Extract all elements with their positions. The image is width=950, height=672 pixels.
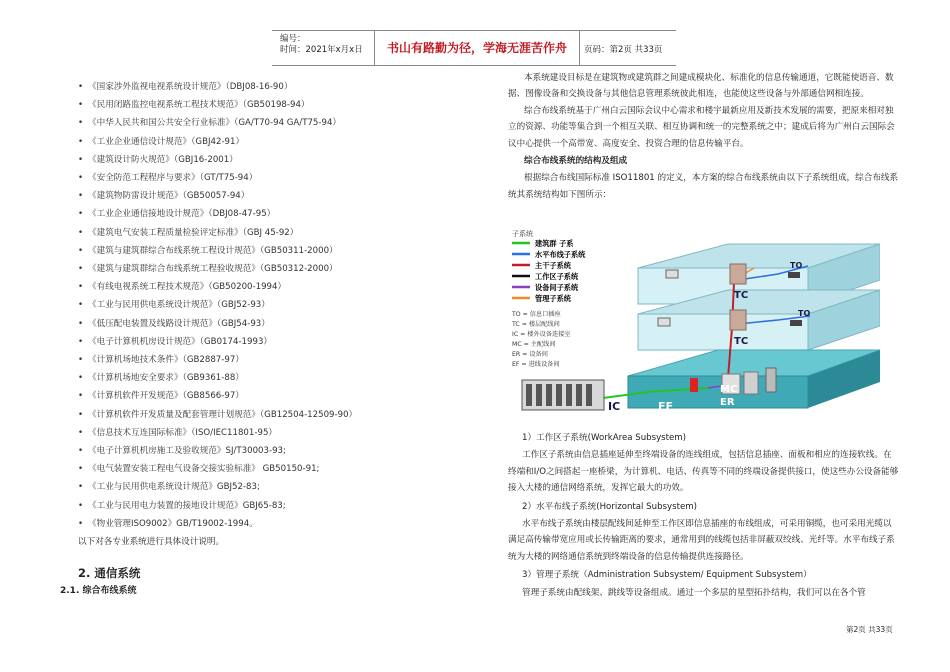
abbrev-item: EF = 进线设备间 <box>512 361 560 368</box>
reference-item: • 《低压配电装置及线路设计规范》（GBJ54-93） <box>78 315 458 333</box>
reference-item: • 《民用闭路监控电视系统工程技术规范》（GB50198-94） <box>78 96 458 114</box>
er-label: ER <box>720 397 735 408</box>
subsystem-descriptions <box>508 428 900 601</box>
page-footer: 第2页 共33页 <box>846 625 893 634</box>
reference-item: • 《物业管理ISO9002》GB/T19002-1994。 <box>78 515 458 533</box>
paragraph: 本系统建设目标是在建筑物或建筑群之间建成模块化、标准化的信息传输通道，它既能使语音、数据、图像设备和交换设备与其他信息管理系统彼此相连，也能使这些设备与外部通信网相连接。 <box>508 73 894 100</box>
abbrev-item: TO = 信息口插座 <box>512 311 561 318</box>
reference-item: • 《电气装置安装工程电气设备交接实验标准》 GB50150-91; <box>78 460 458 478</box>
reference-item: • 《工业与民用供电系统设计规范》（GBJ52-93） <box>78 296 458 314</box>
subsystem-title: 3）管理子系统（Administration Subsystem/ Equipment Subsystem） <box>522 570 812 581</box>
tc-rack-mid <box>730 310 746 330</box>
workstation-icon <box>666 270 678 278</box>
subsystem-title: 2）水平布线子系统(Horizontal Subsystem) <box>522 501 697 512</box>
subsection-heading: 2.1. 综合布线系统 <box>60 586 137 596</box>
workstation-icon <box>658 318 670 326</box>
reference-item: • 《工业与民用供电系统设计规范》GBJ52-83; <box>78 478 458 496</box>
ef-box <box>690 378 698 392</box>
reference-item: • 《信息技术互连国际标准》（ISO/IEC11801-95） <box>78 424 458 442</box>
abbrev-item: TC = 楼层配线间 <box>512 321 560 328</box>
paragraph: 综合布线系统基于广州白云国际会议中心需求和楼宇最新应用及新技术发展的需要，把原来相对独立的资源、功能等集合到一个相互关联、相互协调和统一的完整系统之中；建成后将为广州白云国际会议中心提供一个高带宽、高度安全、投资合理的信息传输平台。 <box>508 105 895 149</box>
reference-item: • 《计算机场地安全要求》（GB9361-88） <box>78 369 458 387</box>
reference-item: • 《建筑与建筑群综合布线系统工程验收规范》（GB50312-2000） <box>78 260 458 278</box>
reference-item: • 《建筑物防雷设计规范》（GB50057-94） <box>78 187 458 205</box>
reference-item: • 《工业与民用电力装置的接地设计规范》GBJ65-83; <box>78 497 458 515</box>
header-page: 页码：第2页 共33页 <box>584 45 663 55</box>
tc-label: TC <box>734 336 749 347</box>
reference-item: • 《计算机软件开发规范》（GB8566-97） <box>78 387 458 405</box>
paragraph: 工作区子系统由信息插座延伸至终端设备的连线组成，包括信息插座、面板和相应的连接软线。在终端和I/O之间搭起一座桥梁，为计算机、电话、传真等不同的终端设备提供接口，使这些办公设备能够接入大楼的通信网络系统，发挥它最大的功效。 <box>508 450 899 494</box>
left-tail-text: 以下对各专业系统进行具体设计说明。 <box>78 537 225 548</box>
subsystem-title: 1）工作区子系统(WorkArea Subsystem) <box>522 433 687 443</box>
reference-item: • 《国家涉外监视电视系统设计规范》（DBJ08-16-90） <box>78 78 458 96</box>
right-column <box>508 70 900 203</box>
reference-item: • 《电子计算机机房施工及验收规范》SJ/T30003-93; <box>78 442 458 460</box>
reference-item: • 《工业企业通信设计规范》（GBJ42-91） <box>78 133 458 151</box>
ic-building-icon <box>522 380 604 410</box>
reference-item: • 《工业企业通信接地设计规范》（DBJ08-47-95） <box>78 205 458 223</box>
to-label: TO <box>790 261 803 270</box>
er-rack <box>744 372 758 394</box>
legend-label: 管理子系统 <box>535 294 571 303</box>
left-column <box>78 78 458 551</box>
to-label: TO <box>798 309 811 318</box>
phone-icon <box>788 272 800 278</box>
legend-label: 主干子系统 <box>535 261 571 270</box>
header-motto: 书山有路勤为径，学海无涯苦作舟 <box>374 31 580 65</box>
abbreviation-list <box>511 310 571 368</box>
legend-title: 子系统 <box>512 230 533 238</box>
reference-item: • 《有线电视系统工程技术规范》（GB50200-1994） <box>78 278 458 296</box>
section-heading: 2. 通信系统 <box>78 566 141 580</box>
reference-item: • 《中华人民共和国公共安全行业标准》（GA/T70-94 GA/T75-94） <box>78 114 458 132</box>
legend <box>512 239 586 303</box>
legend-label: 建筑群 子系 <box>535 239 574 248</box>
tc-label: TC <box>734 290 749 301</box>
legend-label: 设备间子系统 <box>535 283 579 292</box>
paragraph: 管理子系统由配线架、跳线等设备组成。通过一个多层的星型拓扑结构，我们可以在各个管 <box>522 587 866 598</box>
ic-label: IC <box>608 400 621 413</box>
paragraph: 根据综合布线国际标准 ISO11801 的定义，本方案的综合布线系统由以下子系统组成，综合布线系统其系统结构如下图所示： <box>508 173 899 200</box>
header-number: 编号： <box>280 34 306 44</box>
header-meta <box>280 34 363 56</box>
legend-label: 工作区子系统 <box>535 272 579 281</box>
cabling-structure-diagram <box>508 228 880 416</box>
server-icon <box>766 368 776 392</box>
reference-item: • 《建筑与建筑群综合布线系统工程设计规范》（GB50311-2000） <box>78 242 458 260</box>
page-header <box>272 30 676 66</box>
mc-label: MC <box>720 384 738 395</box>
ef-label: EF <box>658 400 674 413</box>
paragraph: 水平布线子系统由楼层配线间延伸至工作区即信息插座的布线组成，可采用铜缆，也可采用光缆以满足高传输带宽应用或长传输距离的要求，通常用到的线缆包括非屏蔽双绞线、光纤等。水平布线子系统为大楼的网络通信系统到终端设备的信息传输提供连接路径。 <box>508 519 895 562</box>
reference-item: • 《电子计算机机房设计规范》（GB0174-1993） <box>78 333 458 351</box>
abbrev-item: IC = 楼外设备连接室 <box>512 331 571 338</box>
reference-item: • 《安全防范工程程序与要求》（GT/T75-94） <box>78 169 458 187</box>
reference-item: • 《建筑设计防火规范》（GBJ16-2001） <box>78 151 458 169</box>
header-date: 时间：2021年x月x日 <box>280 45 363 55</box>
abbrev-item: MC = 主配线间 <box>512 341 556 348</box>
reference-item: • 《建筑电气安装工程质量检验评定标准》（GBJ 45-92） <box>78 224 458 242</box>
subheading: 综合布线系统的结构及组成 <box>524 156 628 167</box>
abbrev-item: ER = 设备间 <box>512 351 548 358</box>
tc-rack-top <box>730 264 746 284</box>
phone-icon <box>790 320 802 326</box>
reference-item: • 《计算机软件开发质量及配套管理计划规范》（GB12504-12509-90） <box>78 406 458 424</box>
legend-label: 水平布线子系统 <box>535 250 586 259</box>
reference-item: • 《计算机场地技术条件》（GB2887-97） <box>78 351 458 369</box>
